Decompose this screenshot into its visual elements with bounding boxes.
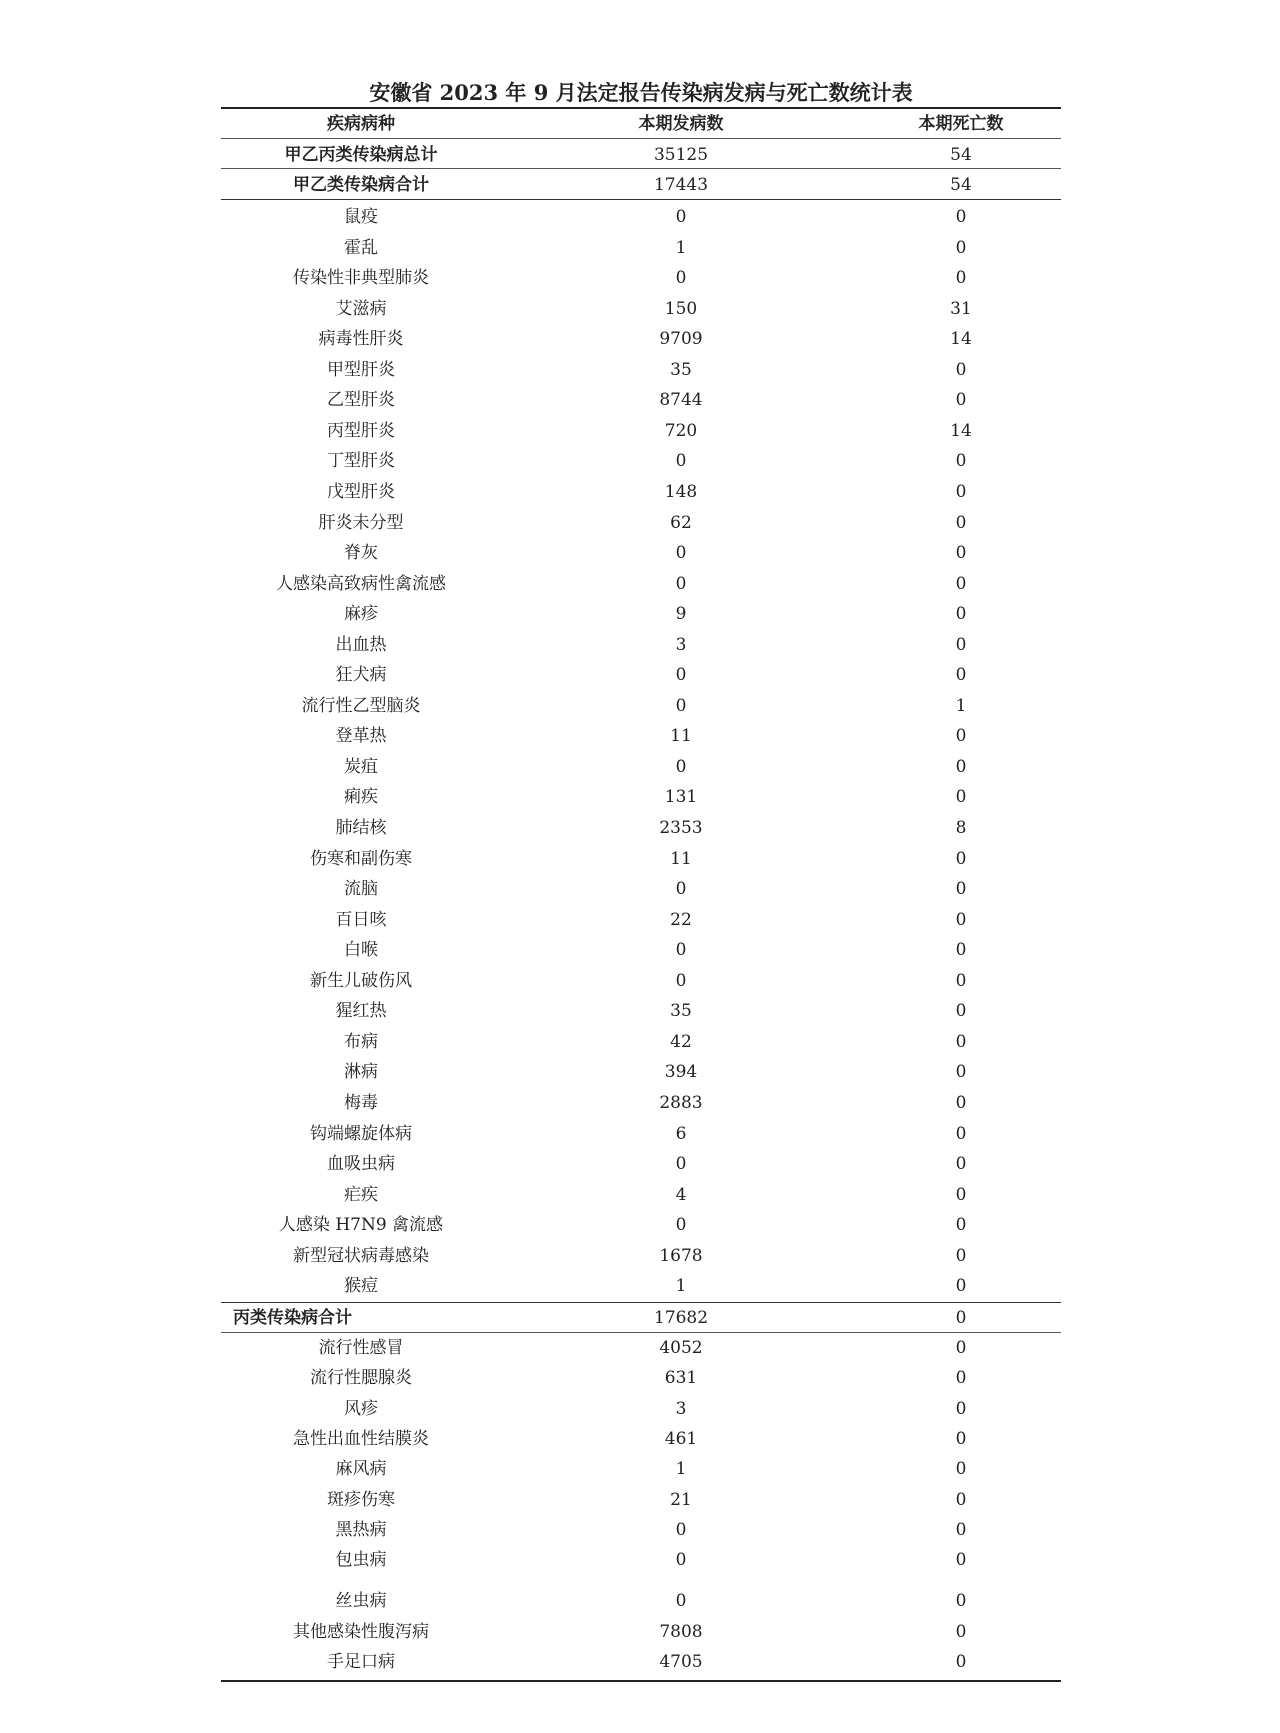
table-row (221, 1425, 1061, 1453)
case-count: 0 (675, 1520, 687, 1540)
disease-name: 脊灰 (344, 543, 378, 563)
table-row (221, 967, 1061, 995)
table-row (221, 906, 1061, 934)
death-count: 0 (955, 1154, 967, 1174)
disease-name: 白喉 (344, 940, 378, 960)
death-count: 1 (955, 696, 967, 716)
disease-name: 人感染 H7N9 禽流感 (278, 1215, 444, 1235)
grand-total-cases: 35125 (653, 145, 709, 165)
disease-name: 伤寒和副伤寒 (310, 849, 412, 869)
table-row (221, 1150, 1061, 1178)
table-row (221, 386, 1061, 414)
death-count: 0 (955, 390, 967, 410)
case-count: 0 (675, 574, 687, 594)
death-count: 0 (955, 451, 967, 471)
death-count: 0 (955, 1520, 967, 1540)
class-c-total-row (221, 1304, 1061, 1332)
case-count: 35 (670, 360, 692, 380)
case-count: 0 (675, 1154, 687, 1174)
disease-name: 霍乱 (344, 238, 378, 258)
table-row (221, 1058, 1061, 1086)
death-count: 0 (955, 1276, 967, 1296)
case-count: 35 (670, 1001, 692, 1021)
death-count: 0 (955, 543, 967, 563)
death-count: 0 (955, 1490, 967, 1510)
grand-total-deaths: 54 (950, 145, 972, 165)
death-count: 0 (955, 1246, 967, 1266)
case-count: 0 (675, 268, 687, 288)
case-count: 1 (675, 238, 687, 258)
death-count: 0 (955, 1368, 967, 1388)
death-count: 0 (955, 1550, 967, 1570)
death-count: 0 (955, 238, 967, 258)
disease-name: 其他感染性腹泻病 (293, 1622, 429, 1642)
table-row (221, 1455, 1061, 1483)
disease-name: 戊型肝炎 (327, 482, 395, 502)
disease-name: 乙型肝炎 (327, 390, 395, 410)
death-count: 0 (955, 879, 967, 899)
disease-name: 流行性腮腺炎 (310, 1368, 412, 1388)
top-rule (221, 107, 1061, 109)
table-row (221, 1089, 1061, 1117)
disease-name: 艾滋病 (335, 299, 387, 319)
column-header-cases: 本期发病数 (638, 114, 724, 134)
death-count: 0 (955, 1062, 967, 1082)
table-row (221, 1395, 1061, 1423)
death-count: 14 (950, 421, 972, 441)
disease-name: 流脑 (344, 879, 378, 899)
case-count: 4052 (659, 1338, 703, 1358)
disease-name: 狂犬病 (335, 665, 387, 685)
case-count: 2353 (659, 818, 703, 838)
death-count: 0 (955, 1429, 967, 1449)
disease-name: 手足口病 (327, 1652, 395, 1672)
disease-name: 鼠疫 (344, 207, 378, 227)
class-ab-total-row (221, 171, 1061, 199)
disease-name: 痢疾 (344, 787, 378, 807)
table-row (221, 1272, 1061, 1300)
death-count: 0 (955, 482, 967, 502)
death-count: 0 (955, 1591, 967, 1611)
table-row (221, 631, 1061, 659)
case-count: 62 (670, 513, 692, 533)
death-count: 0 (955, 1459, 967, 1479)
table-row (221, 264, 1061, 292)
class-ab-rule (221, 199, 1061, 200)
disease-name: 登革热 (335, 726, 387, 746)
death-count: 0 (955, 910, 967, 930)
death-count: 0 (955, 1399, 967, 1419)
table-row (221, 997, 1061, 1025)
case-count: 21 (670, 1490, 692, 1510)
death-count: 0 (955, 268, 967, 288)
case-count: 150 (664, 299, 698, 319)
death-count: 0 (955, 513, 967, 533)
disease-name: 猴痘 (344, 1276, 378, 1296)
case-count: 0 (675, 971, 687, 991)
disease-name: 猩红热 (335, 1001, 387, 1021)
class-ab-total-deaths: 54 (950, 175, 972, 195)
disease-name: 淋病 (344, 1062, 378, 1082)
table-row (221, 234, 1061, 262)
disease-name: 钩端螺旋体病 (310, 1124, 412, 1144)
table-row (221, 203, 1061, 231)
class-c-top-rule (221, 1302, 1061, 1303)
disease-name: 传染性非典型肺炎 (293, 268, 429, 288)
disease-name: 百日咳 (335, 910, 387, 930)
disease-name: 布病 (344, 1032, 378, 1052)
class-c-total-deaths: 0 (955, 1308, 967, 1328)
table-row (221, 661, 1061, 689)
table-row (221, 1364, 1061, 1392)
table-row (221, 753, 1061, 781)
death-count: 0 (955, 574, 967, 594)
disease-name: 麻风病 (335, 1459, 387, 1479)
death-count: 0 (955, 1622, 967, 1642)
table-row (221, 600, 1061, 628)
table-row (221, 1618, 1061, 1646)
death-count: 0 (955, 849, 967, 869)
case-count: 4 (675, 1185, 687, 1205)
case-count: 7808 (659, 1622, 703, 1642)
case-count: 0 (675, 696, 687, 716)
table-row (221, 875, 1061, 903)
case-count: 1 (675, 1459, 687, 1479)
bottom-rule (221, 1680, 1061, 1682)
case-count: 394 (664, 1062, 698, 1082)
case-count: 11 (670, 849, 692, 869)
table-row (221, 1242, 1061, 1270)
case-count: 0 (675, 879, 687, 899)
table-row (221, 295, 1061, 323)
case-count: 9709 (659, 329, 703, 349)
table-row (221, 1546, 1061, 1574)
death-count: 0 (955, 665, 967, 685)
disease-name: 肺结核 (335, 818, 387, 838)
case-count: 461 (664, 1429, 698, 1449)
disease-name: 血吸虫病 (327, 1154, 395, 1174)
death-count: 0 (955, 1215, 967, 1235)
death-count: 0 (955, 1093, 967, 1113)
table-row (221, 447, 1061, 475)
column-header-disease: 疾病病种 (327, 114, 395, 134)
table-row (221, 936, 1061, 964)
disease-name: 流行性感冒 (318, 1338, 404, 1358)
table-row (221, 509, 1061, 537)
death-count: 31 (950, 299, 972, 319)
class-c-rule (221, 1332, 1061, 1333)
case-count: 0 (675, 543, 687, 563)
case-count: 3 (675, 635, 687, 655)
disease-name: 病毒性肝炎 (318, 329, 404, 349)
disease-name: 新生儿破伤风 (310, 971, 412, 991)
table-row (221, 1648, 1061, 1676)
table-row (221, 1120, 1061, 1148)
table-row (221, 814, 1061, 842)
disease-name: 甲型肝炎 (327, 360, 395, 380)
header-rule (221, 138, 1061, 139)
disease-name: 人感染高致病性禽流感 (276, 574, 446, 594)
column-header-deaths: 本期死亡数 (918, 114, 1004, 134)
case-count: 131 (664, 787, 698, 807)
death-count: 0 (955, 207, 967, 227)
death-count: 0 (955, 1652, 967, 1672)
table-row (221, 1181, 1061, 1209)
table-row (221, 417, 1061, 445)
disease-name: 丙型肝炎 (327, 421, 395, 441)
death-count: 0 (955, 635, 967, 655)
grand-total-rule (221, 168, 1061, 169)
table-row (221, 478, 1061, 506)
case-count: 4705 (659, 1652, 703, 1672)
disease-name: 急性出血性结膜炎 (293, 1429, 429, 1449)
case-count: 148 (664, 482, 698, 502)
death-count: 14 (950, 329, 972, 349)
case-count: 0 (675, 1550, 687, 1570)
disease-name: 疟疾 (344, 1185, 378, 1205)
table-row (221, 1211, 1061, 1239)
case-count: 8744 (659, 390, 703, 410)
death-count: 0 (955, 757, 967, 777)
disease-name: 风疹 (344, 1399, 378, 1419)
class-c-total-cases: 17682 (653, 1308, 709, 1328)
case-count: 3 (675, 1399, 687, 1419)
disease-name: 流行性乙型脑炎 (301, 696, 421, 716)
disease-name: 炭疽 (344, 757, 378, 777)
table-row (221, 845, 1061, 873)
case-count: 0 (675, 207, 687, 227)
case-count: 9 (675, 604, 687, 624)
grand-total-row (221, 141, 1061, 169)
table-row (221, 1486, 1061, 1514)
table-row (221, 539, 1061, 567)
table-row (221, 325, 1061, 353)
case-count: 1678 (659, 1246, 703, 1266)
table-row (221, 692, 1061, 720)
case-count: 2883 (659, 1093, 703, 1113)
case-count: 1 (675, 1276, 687, 1296)
death-count: 0 (955, 787, 967, 807)
table-header-row (221, 110, 1061, 138)
disease-name: 丝虫病 (335, 1591, 387, 1611)
case-count: 0 (675, 757, 687, 777)
case-count: 0 (675, 940, 687, 960)
death-count: 0 (955, 726, 967, 746)
death-count: 0 (955, 940, 967, 960)
disease-name: 包虫病 (335, 1550, 387, 1570)
case-count: 22 (670, 910, 692, 930)
case-count: 11 (670, 726, 692, 746)
case-count: 6 (675, 1124, 687, 1144)
death-count: 0 (955, 1185, 967, 1205)
death-count: 0 (955, 1032, 967, 1052)
grand-total-label: 甲乙丙类传染病总计 (284, 145, 438, 165)
disease-name: 新型冠状病毒感染 (293, 1246, 429, 1266)
disease-name: 麻疹 (344, 604, 378, 624)
table-row (221, 783, 1061, 811)
table-row (221, 1334, 1061, 1362)
case-count: 0 (675, 665, 687, 685)
disease-name: 斑疹伤寒 (327, 1490, 395, 1510)
disease-name: 丁型肝炎 (327, 451, 395, 471)
class-c-total-label: 丙类传染病合计 (233, 1308, 352, 1328)
death-count: 0 (955, 1338, 967, 1358)
disease-name: 黑热病 (335, 1520, 387, 1540)
case-count: 720 (664, 421, 698, 441)
case-count: 0 (675, 451, 687, 471)
case-count: 631 (664, 1368, 698, 1388)
death-count: 0 (955, 971, 967, 991)
table-row (221, 356, 1061, 384)
table-row (221, 570, 1061, 598)
table-row (221, 1028, 1061, 1056)
death-count: 0 (955, 360, 967, 380)
disease-name: 肝炎未分型 (318, 513, 404, 533)
table-title: 安徽省 2023 年 9 月法定报告传染病发病与死亡数统计表 (369, 80, 913, 105)
disease-name: 出血热 (335, 635, 387, 655)
death-count: 0 (955, 1124, 967, 1144)
death-count: 0 (955, 1001, 967, 1021)
case-count: 0 (675, 1591, 687, 1611)
table-row (221, 1587, 1061, 1615)
case-count: 42 (670, 1032, 692, 1052)
death-count: 8 (955, 818, 967, 838)
death-count: 0 (955, 604, 967, 624)
disease-name: 梅毒 (344, 1093, 378, 1113)
table-row (221, 722, 1061, 750)
table-row (221, 1516, 1061, 1544)
class-ab-total-cases: 17443 (653, 175, 709, 195)
class-ab-total-label: 甲乙类传染病合计 (293, 175, 429, 195)
case-count: 0 (675, 1215, 687, 1235)
